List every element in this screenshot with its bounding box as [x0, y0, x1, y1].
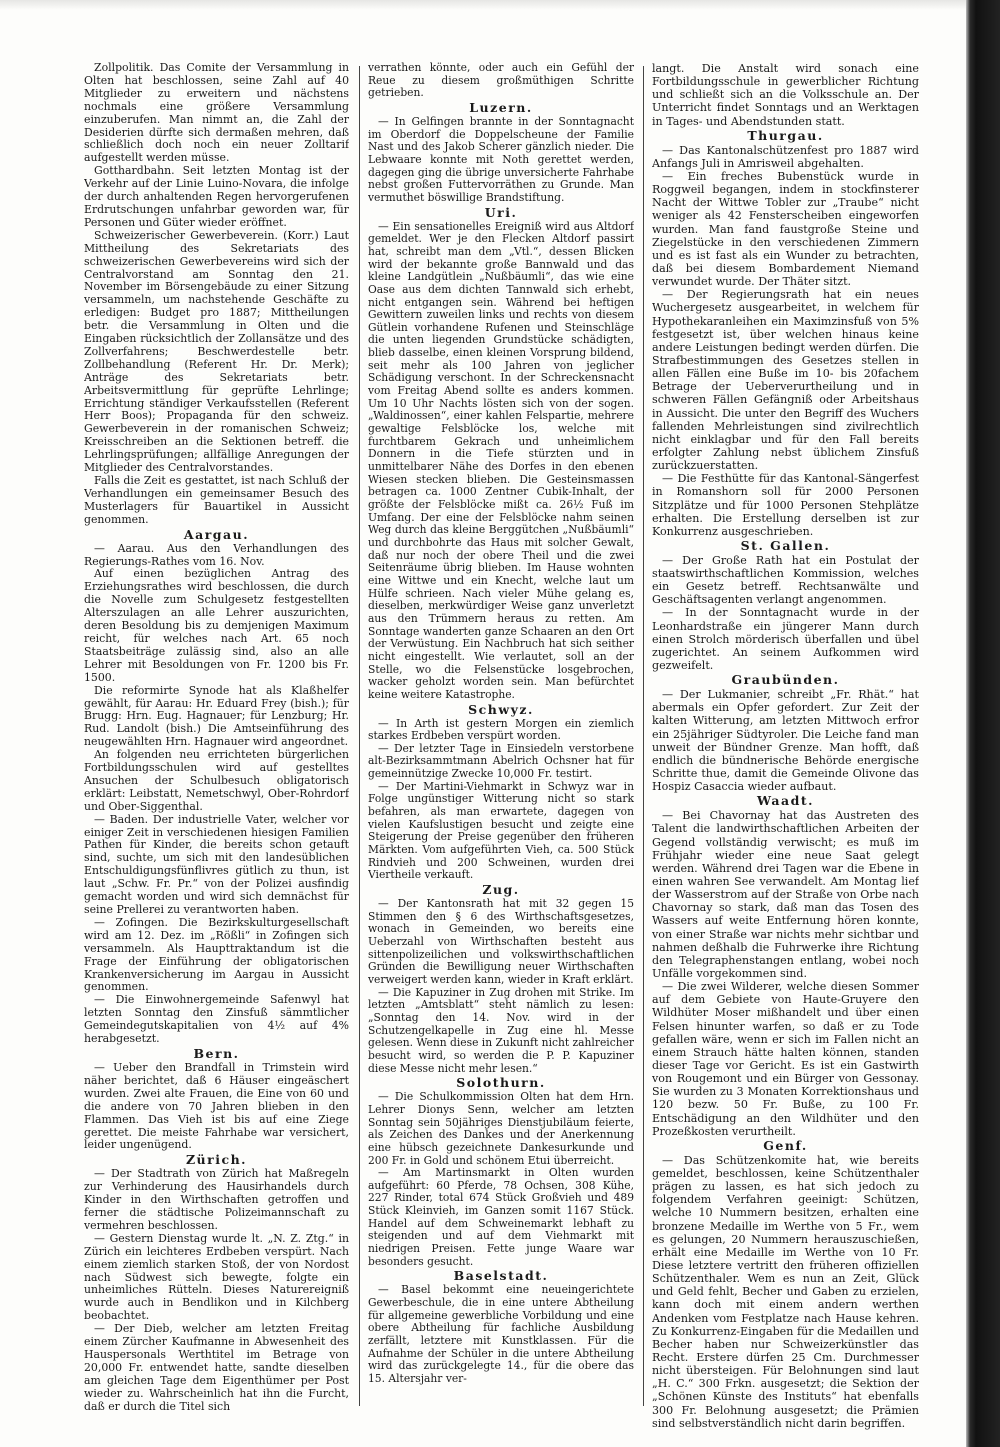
article-paragraph: — Aarau. Aus den Verhandlungen des Regierungs-Rathes vom 16. Nov.: [84, 541, 349, 568]
section-heading: Waadt.: [756, 793, 815, 809]
scan-top-shade: [0, 0, 1000, 10]
article-paragraph: — Die Festhütte für das Kantonal-Sängerfest in Romanshorn soll für 2000 Personen Sitzplätze und für 1000 Personen Stehplätze erhalten. Die Erstellung derselben ist zur Konkurrenz ausgeschrieben.: [652, 472, 919, 538]
article-paragraph: — Gestern Dienstag wurde lt. „N. Z. Ztg.“ in Zürich ein leichteres Erdbeben verspürt. Nach einem ziemlich starken Stoß, der von Nordost nach Südwest sich bewegte, folgte ein unheimliches Rütteln. Dieses Naturereigniß wurde auch in Bendlikon und in Kilchberg beobachtet.: [84, 1231, 349, 1323]
article-paragraph: — Der Regierungsrath hat ein neues Wuchergesetz ausgearbeitet, in welchem für Hypothekaranleihen ein Maximzinsfuß von 5% festgesetzt ist, über welchen hinaus keine andere Leistungen bedingt werden dürfen. Die Strafbestimmungen des Gesetzes stellen in allen Fällen eine Buße im 10- bis 20fachem Betrage der Ueberverurtheilung und in schweren Fällen Gefängniß oder Arbeitshaus in Aussicht. Die unter den Begriff des Wuchers fallenden Mehrleistungen sind zivilrechtlich nicht einklagbar und für den Fall bereits erfolgter Zahlung nebst üblichem Zinsfuß zurückzuerstatten.: [652, 288, 919, 473]
article-paragraph: Auf einen bezüglichen Antrag des Erziehungsrathes wird beschlossen, die durch die Novelle zum Schulgesetz festgestellten Alterszulagen an alle Lehrer auszurichten, deren Besoldung bis zu demjenigen Maximum reicht, für welches nach Art. 65 noch Staatsbeiträge zulässig sind, also an alle Lehrer mit Besoldungen von Fr. 1200 bis Fr. 1500.: [84, 567, 349, 684]
column-3: [652, 62, 919, 1434]
article-paragraph: — Am Martinsmarkt in Olten wurden aufgeführt: 60 Pferde, 78 Ochsen, 308 Kühe, 227 Rinder, total 674 Stück Großvieh und 489 Stück Kleinvieh, im Ganzen somit 1167 Stück. Handel auf dem Schweinemarkt lebhaft zu steigenden und auf dem Viehmarkt mit niedrigen Preisen. Fette junge Waare war besonders gesucht.: [368, 1166, 634, 1268]
article-paragraph: — Ein sensationelles Ereigniß wird aus Altdorf gemeldet. Wer je den Flecken Altdorf passirt hat, schreibt man dem „Vtl.“, dessen Blicken wird der bekannte große Bannwald und das kleine Landgütlein „Nußbäumli“, das wie eine Oase aus dem dichten Tannwald sich erhebt, nicht entgangen sein. Während bei heftigen Gewittern zuweilen links und rechts von diesem Gütlein vorhandene Rufenen und Steinschläge die unten liegenden Grundstücke schädigten, blieb dasselbe, einen kleinen Vorsprung bildend, seit mehr als 100 Jahren von jeglicher Schädigung verschont. In der Schreckensnacht vom Freitag Abend sollte es anders kommen. Um 10 Uhr Nachts lösten sich von der sogen. „Waldinossen“, einer kahlen Felspartie, mehrere gewaltige Felsblöcke los, welche mit furchtbarem Gekrach und unheimlichem Donnern in die Tiefe stürzten und in unmittelbarer Nähe des Dorfes in den ebenen Wiesen stecken blieben. Die Gesteinsmassen betragen ca. 1000 Zentner Cubik-Inhalt, der größte der Felsblöcke mißt ca. 26½ Fuß im Umfang. Der eine der Felsblöcke nahm seinen Weg durch das kleine Berggütchen „Nußbäumli“ und durchbohrte das Haus mit solcher Gewalt, daß nur noch der obere Theil und die zwei Seitenräume übrig blieben. Im Hause wohnten eine Wittwe und ein Knecht, welche laut um Hülfe schrieen. Nach vieler Mühe gelang es, dieselben, merkwürdiger Weise ganz unverletzt aus den Trümmern heraus zu retten. Am Sonntage wanderten ganze Schaaren an den Ort der Verwüstung. Ein Nachbruch hat sich seither nicht eingestellt. Wie verlautet, soll an der Stelle, wo die Felsenstücke losgebrochen, wacker geholzt worden sein. Man befürchtet keine weitere Katastrophe.: [368, 219, 634, 701]
section-heading: Thurgau.: [747, 127, 824, 143]
article-paragraph: Falls die Zeit es gestattet, ist nach Schluß der Verhandlungen ein gemeinsamer Besuch des Musterlagers für Bauartikel in Aussicht genommen.: [84, 474, 349, 526]
article-paragraph: — Ein freches Bubenstück wurde in Roggweil begangen, indem in stockfinsterer Nacht der Wittwe Tobler zur „Traube“ nicht weniger als 42 Fensterscheiben eingeworfen wurden. Man fand faustgroße Steine und Ziegelstücke in den verschiedenen Zimmern und es ist fast als ein Wunder zu betrachten, daß bei diesem Bombardement Niemand verwundet wurde. Der Thäter sitzt.: [652, 169, 919, 289]
section-heading: Schwyz.: [468, 701, 534, 717]
article-paragraph: — Der Große Rath hat ein Postulat der staatswirthschaftlichen Kommission, welches ein Gesetz betreff. Rechtsanwälte und Geschäftsagenten verlangt angenommen.: [652, 553, 919, 607]
article-paragraph: — In Arth ist gestern Morgen ein ziemlich starkes Erdbeben verspürt worden.: [368, 716, 634, 743]
article-paragraph: Zollpolitik. Das Comite der Versammlung in Olten hat beschlossen, seine Zahl auf 40 Mitglieder zu erweitern und nächstens nochmals eine größere Versammlung einzuberufen. Man nimmt an, die Zahl der Desiderien dürfte sich dermaßen mehren, daß schließlich doch noch ein neuer Zolltarif aufgestellt werden müsse.: [84, 62, 349, 165]
section-heading: Uri.: [484, 204, 518, 220]
article-paragraph: — Die Kapuziner in Zug drohen mit Strike. Im letzten „Amtsblatt“ steht nämlich zu lesen: „Sonntag den 14. Nov. wird in der Schutzengelkapelle in Zug eine hl. Messe gelesen. Wenn diese in Zukunft nicht zahlreicher besucht wird, so werden die P. P. Kapuziner diese Messe nicht mehr lesen.“: [368, 985, 634, 1075]
article-paragraph: — Ueber den Brandfall in Trimstein wird näher berichtet, daß 6 Häuser eingeäschert wurden. Zwei alte Frauen, die Eine von 60 und die andere von 70 Jahren blieben in den Flammen. Das Vieh ist bis auf eine Ziege gerettet. Die meiste Fahrhabe war versichert, leider ungenügend.: [84, 1060, 349, 1152]
section-heading: Bern.: [193, 1045, 240, 1061]
article-paragraph: — Das Schützenkomite hat, wie bereits gemeldet, beschlossen, keine Schützenthaler prägen zu lassen, es hat sich jedoch zu folgendem Verfahren geeinigt: Schützen, welche 10 Nummern besitzen, erhalten eine bronzene Medaille im Werthe von 5 Fr., wem es gelungen, 20 Nummern herauszuschießen, erhält eine Medaille im Werthe von 10 Fr. Diese letztere vertritt den früheren offiziellen Schützenthaler. Wem es nun an Zeit, Glück und Geld fehlt, Becher und Gaben zu erzielen, kann doch mit einem andern werthen Andenken vom Festplatze nach Hause kehren. Zu Konkurrenz-Eingaben für die Medaillen und Becher haben nur Schweizerkünstler das Recht. Erstere dürfen 25 Cm. Durchmesser nicht übersteigen. Für Belohnungen sind laut „H. C.“ 300 Frkn. ausgesetzt; die Sektion der „Schönen Künste des Instituts“ hat ebenfalls 300 Fr. Belohnung ausgesetzt; die Prämien sind selbstverständlich nicht darin begriffen.: [652, 1153, 919, 1430]
article-paragraph: — In Gelfingen brannte in der Sonntagnacht im Oberdorf die Doppelscheune der Familie Nast und des Jakob Scherer gänzlich nieder. Die Lebwaare konnte mit Noth gerettet werden, dagegen ging die übrige unversicherte Fahrhabe nebst großen Futtervorräthen zu Grunde. Man vermuthet böswillige Brandstiftung.: [368, 114, 634, 204]
column-divider-2: [643, 66, 644, 1406]
article-paragraph: Die reformirte Synode hat als Klaßhelfer gewählt, für Aarau: Hr. Eduard Frey (bish.); für Brugg: Hrn. Eug. Hagnauer; für Lenzburg; Hr. Rud. Landolt (bish.) Die Amtseinführung des neugewählten Hrn. Hagnauer wird angeordnet.: [84, 683, 349, 749]
article-paragraph: — In der Sonntagnacht wurde in der Leonhardstraße ein jüngerer Mann durch einen Strolch mörderisch überfallen und übel zugerichtet. An seinem Aufkommen wird gezweifelt.: [652, 606, 919, 673]
article-paragraph: langt. Die Anstalt wird sonach eine Fortbildungsschule in gewerblicher Richtung und schließt sich an die Volksschule an. Der Unterricht findet Sonntags und an Werktagen in Tages- und Abendstunden statt.: [652, 62, 919, 128]
section-heading: Baselstadt.: [453, 1268, 549, 1284]
article-paragraph: — Basel bekommt eine neueingerichtete Gewerbeschule, die in eine untere Abtheilung für allgemeine gewerbliche Vorbildung und eine obere Abtheilung für fachliche Ausbildung zerfällt, letztere mit Kunstklassen. Für die Aufnahme der Schüler in die untere Abtheilung wird das zurückgelegte 14., für die obere das 15. Altersjahr ver-: [368, 1283, 634, 1385]
article-paragraph: — Der Martini-Viehmarkt in Schwyz war in Folge ungünstiger Witterung nicht so stark befahren, als man erwartete, dagegen von vielen Kaufslustigen besucht und zeigte eine Steigerung der Preise gegenüber den früheren Märkten. Vom aufgeführten Vieh, ca. 500 Stück Rindvieh und 200 Schweinen, wurden drei Viertheile verkauft.: [368, 779, 634, 882]
article-paragraph: — Der Kantonsrath hat mit 32 gegen 15 Stimmen den § 6 des Wirthschaftsgesetzes, wonach in Gemeinden, wo bereits eine Ueberzahl von Wirthschaften besteht aus sittenpolizeilichen und volkswirthschaftlichen Gründen die Bewilligung neuer Wirthschaften verweigert werden kann, wieder in Kraft erklärt.: [368, 897, 634, 986]
article-paragraph: — Das Kantonalschützenfest pro 1887 wird Anfangs Juli in Amrisweil abgehalten.: [652, 143, 919, 170]
article-paragraph: Schweizerischer Gewerbeverein. (Korr.) Laut Mittheilung des Sekretariats des schweizerischen Gewerbevereins wird sich der Centralvorstand am Sonntag den 21. November im Börsengebäude zu einer Sitzung versammeln, um nachstehende Geschäfte zu erledigen: Budget pro 1887; Mittheilungen betr. die Versammlung in Olten und die Eingaben rücksichtlich der Zollansätze und des Zollverfahrens; Beschwerdestelle betr. Zollbehandlung (Referent Hr. Dr. Merk); Anträge des Sekretariats betr. Arbeitsvermittlung für geprüfte Lehrlinge; Errichtung ständiger Verkaufsstellen (Referent Herr Boos); Propaganda für den schweiz. Gewerbeverein in der romanischen Schweiz; Kreisschreiben an die Sektionen betreff. die Lehrlingsprüfungen; allfällige Anregungen der Mitglieder des Centralvorstandes.: [84, 228, 349, 475]
article-paragraph: Gotthardbahn. Seit letzten Montag ist der Verkehr auf der Linie Luino-Novara, die infolge der durch anhaltenden Regen hervorgerufenen Erdrutschungen unfahrbar geworden war, für Personen und Güter wieder eröffnet.: [84, 164, 349, 229]
column-2: [368, 62, 634, 1434]
section-heading: Zürich.: [185, 1152, 248, 1168]
article-paragraph: — Die Einwohnergemeinde Safenwyl hat letzten Sonntag den Zinsfuß sämmtlicher Gemeindegutskapitalien von 4½ auf 4% herabgesetzt.: [84, 993, 349, 1046]
article-paragraph: An folgenden neu errichteten bürgerlichen Fortbildungsschulen wird auf gestelltes Ansuchen der Schulbesuch obligatorisch erklärt: Leibstatt, Nemetschwyl, Ober-Rohrdorf und Ober-Siggenthal.: [84, 748, 349, 813]
article-paragraph: — Der Dieb, welcher am letzten Freitag einem Zürcher Kaufmanne in Abwesenheit des Hauspersonals Werthtitel im Betrage von 20,000 Fr. entwendet hatte, sandte dieselben am gleichen Tage dem Eigenthümer per Post wieder zu. Wahrscheinlich hat ihn die Furcht, daß er durch die Titel sich: [84, 1322, 349, 1413]
scan-right-border: [966, 0, 1000, 1447]
article-paragraph: — Bei Chavornay hat das Austreten des Talent die landwirthschaftlichen Arbeiten der Gegend vollständig verwischt; es muß im Frühjahr wieder eine neue Saat gelegt werden. Während drei Tagen war die Ebene in einen wahren See verwandelt. Am Montag lief der Wasserstrom auf der Straße von Orbe nach Chavornay so stark, daß man das Tosen des Wassers auf weite Entfernung hören konnte, von einer Straße war nichts mehr sichtbar und nahmen deßhalb die Fuhrwerke ihre Richtung den Telegraphenstangen entlang, wobei noch Unfälle vorgekommen sind.: [652, 809, 919, 980]
section-heading: Luzern.: [469, 99, 533, 115]
article-paragraph: — Der Lukmanier, schreibt „Fr. Rhät.“ hat abermals ein Opfer gefordert. Zur Zeit der kalten Witterung, am letzten Mittwoch erfror ein 25jähriger Südtyroler. Die Leiche fand man unweit der Bündner Grenze. Man hofft, daß endlich die bündnerische Behörde energische Schritte thue, damit die Gemeinde Olivone das Hospiz Casaccia wieder aufbaut.: [652, 688, 919, 794]
column-1: [84, 62, 349, 1434]
article-paragraph: verrathen könnte, oder auch ein Gefühl der Reue zu diesem großmüthigen Schritte getrieben.: [368, 62, 634, 100]
section-heading: Genf.: [763, 1137, 808, 1153]
article-paragraph: — Baden. Der industrielle Vater, welcher vor einiger Zeit in verschiedenen hiesigen Familien Pathen für Kinder, die bereits schon getauft sind, suchte, um sich mit den landesüblichen Entschuldigungsfünflivres gütlich zu thun, ist laut „Schw. Fr. Pr.“ von der Polizei ausfindig gemacht worden und wird sich demnächst für seine Prellerei zu verantworten haben.: [84, 812, 349, 916]
article-paragraph: — Der Stadtrath von Zürich hat Maßregeln zur Verhinderung des Hausirhandels durch Kinder in den Wirthschaften getroffen und ferner die städtische Polizeimannschaft zu vermehren beschlossen.: [84, 1167, 349, 1232]
section-heading: Solothurn.: [456, 1075, 546, 1091]
article-paragraph: — Die Schulkommission Olten hat dem Hrn. Lehrer Dionys Senn, welcher am letzten Sonntag sein 50jähriges Dienstjubiläum feierte, als Zeichen des Dankes und der Anerkennung eine hübsch gezeichnete Dankesurkunde und 200 Fr. in Gold und schönem Etui überreicht.: [368, 1090, 634, 1167]
section-heading: Graubünden.: [731, 672, 840, 688]
column-divider-1: [359, 66, 360, 1406]
article-paragraph: — Die zwei Wilderer, welche diesen Sommer auf dem Gebiete von Haute-Gruyere den Wildhüter Moser mißhandelt und über einen Felsen hinunter warfen, so daß er zu Tode gefallen wäre, wenn er sich im Fallen nicht an einem Strauch hätte halten können, standen dieser Tage vor Gericht. Es ist ein Gastwirth von Rougemont und ein Bürger von Gessonay. Sie wurden zu 3 Monaten Korrektionshaus und 120 bezw. 50 Fr. Buße, zu 100 Fr. Entschädigung an den Wildhüter und den Prozeßkosten verurtheilt.: [652, 980, 919, 1138]
section-heading: Zug.: [482, 882, 520, 898]
article-paragraph: — Zofingen. Die Bezirkskulturgesellschaft wird am 12. Dez. im „Rößli“ in Zofingen sich versammeln. Als Haupttraktandum ist die Frage der Einführung der obligatorischen Krankenversicherung im Aargau in Aussicht genommen.: [84, 915, 349, 994]
section-heading: St. Gallen.: [740, 537, 831, 553]
article-paragraph: — Der letzter Tage in Einsiedeln verstorbene alt-Bezirksammtmann Abelrich Ochsner hat für gemeinnützige Zwecke 10,000 Fr. testirt.: [368, 741, 634, 781]
section-heading: Aargau.: [183, 526, 250, 542]
